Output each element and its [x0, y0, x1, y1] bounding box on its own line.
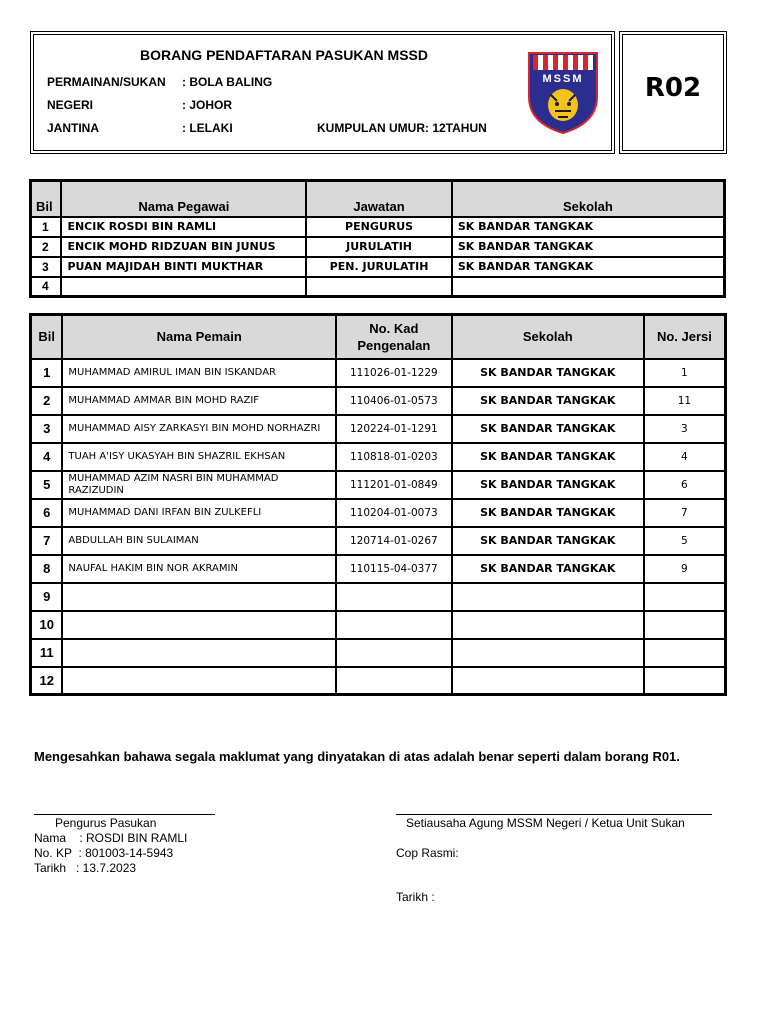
official-bil: 1	[31, 217, 62, 237]
players-header-row	[31, 315, 726, 359]
official-name[interactable]: ENCIK ROSDI BIN RAMLI	[61, 217, 306, 237]
table-row	[31, 611, 726, 639]
manager-date: Tarikh : 13.7.2023	[34, 861, 137, 875]
player-jersey-number[interactable]	[644, 611, 726, 639]
col-header-position: Jawatan	[306, 181, 452, 217]
gender-label: JANTINA	[47, 121, 100, 135]
secretary-date-label: Tarikh :	[396, 890, 435, 904]
player-school[interactable]: SK BANDAR TANGKAK	[452, 527, 644, 555]
player-school[interactable]: SK BANDAR TANGKAK	[452, 471, 644, 499]
official-name[interactable]	[61, 277, 306, 297]
player-jersey-number[interactable]: 7	[644, 499, 726, 527]
confirmation-statement: Mengesahkan bahawa segala maklumat yang dinyatakan di atas adalah benar seperti dalam borang R01.	[34, 749, 680, 764]
mssm-crest-logo	[527, 51, 599, 135]
officials-table	[29, 179, 726, 298]
col-header-ic-line2: Pengenalan	[357, 337, 431, 353]
player-ic-number[interactable]: 120714-01-0267	[336, 527, 452, 555]
player-bil: 5	[31, 471, 63, 499]
player-bil: 3	[31, 415, 63, 443]
sport-label: PERMAINAN/SUKAN	[47, 75, 166, 89]
form-title: BORANG PENDAFTARAN PASUKAN MSSD	[139, 47, 429, 63]
table-row	[31, 415, 726, 443]
player-name[interactable]: TUAH A'ISY UKASYAH BIN SHAZRIL EKHSAN	[62, 443, 336, 471]
col-header-school: Sekolah	[452, 181, 725, 217]
form-code-box	[619, 31, 727, 154]
player-bil: 6	[31, 499, 63, 527]
secretary-signature-line[interactable]	[396, 814, 712, 815]
table-row	[31, 277, 725, 297]
official-bil: 4	[31, 277, 62, 297]
player-school[interactable]: SK BANDAR TANGKAK	[452, 499, 644, 527]
player-ic-number[interactable]: 111026-01-1229	[336, 359, 452, 387]
player-school[interactable]	[452, 583, 644, 611]
player-ic-number[interactable]: 110115-04-0377	[336, 555, 452, 583]
player-school[interactable]	[452, 667, 644, 695]
players-table	[29, 313, 727, 696]
player-ic-number[interactable]: 111201-01-0849	[336, 471, 452, 499]
players-body	[31, 359, 726, 695]
official-bil: 3	[31, 257, 62, 277]
official-school[interactable]: SK BANDAR TANGKAK	[452, 217, 725, 237]
player-name[interactable]: ABDULLAH BIN SULAIMAN	[62, 527, 336, 555]
table-row	[31, 257, 725, 277]
player-jersey-number[interactable]: 6	[644, 471, 726, 499]
player-name[interactable]: MUHAMMAD AMMAR BIN MOHD RAZIF	[62, 387, 336, 415]
manager-name: Nama : ROSDI BIN RAMLI	[34, 831, 188, 845]
player-jersey-number[interactable]: 9	[644, 555, 726, 583]
col-header-jersey: No. Jersi	[644, 315, 726, 359]
col-header-ic-number	[336, 315, 452, 359]
form-header	[30, 31, 615, 154]
official-bil: 2	[31, 237, 62, 257]
svg-text:MSSM: MSSM	[542, 73, 584, 85]
player-bil: 1	[31, 359, 63, 387]
player-jersey-number[interactable]: 3	[644, 415, 726, 443]
table-row	[31, 527, 726, 555]
state-label: NEGERI	[47, 98, 94, 112]
state-value: : JOHOR	[182, 98, 233, 112]
player-jersey-number[interactable]	[644, 639, 726, 667]
player-bil: 10	[31, 611, 63, 639]
official-position[interactable]	[306, 277, 452, 297]
player-jersey-number[interactable]: 5	[644, 527, 726, 555]
player-name[interactable]: MUHAMMAD AISY ZARKASYI BIN MOHD NORHAZRI	[62, 415, 336, 443]
player-jersey-number[interactable]: 11	[644, 387, 726, 415]
secretary-role: Setiausaha Agung MSSM Negeri / Ketua Unit Sukan	[406, 816, 685, 830]
official-position[interactable]: PENGURUS	[306, 217, 452, 237]
player-bil: 8	[31, 555, 63, 583]
player-name[interactable]	[62, 583, 336, 611]
player-ic-number[interactable]: 110818-01-0203	[336, 443, 452, 471]
player-jersey-number[interactable]	[644, 667, 726, 695]
official-position[interactable]: JURULATIH	[306, 237, 452, 257]
col-header-player-name: Nama Pemain	[62, 315, 336, 359]
officials-header-row	[31, 181, 725, 217]
player-school[interactable]	[452, 611, 644, 639]
col-header-bil: Bil	[31, 315, 63, 359]
player-name[interactable]: MUHAMMAD AMIRUL IMAN BIN ISKANDAR	[62, 359, 336, 387]
player-ic-number[interactable]	[336, 583, 452, 611]
player-name[interactable]	[62, 667, 336, 695]
official-position[interactable]: PEN. JURULATIH	[306, 257, 452, 277]
player-ic-number[interactable]: 110204-01-0073	[336, 499, 452, 527]
official-stamp-label: Cop Rasmi:	[396, 846, 459, 860]
player-school[interactable]: SK BANDAR TANGKAK	[452, 359, 644, 387]
player-school[interactable]: SK BANDAR TANGKAK	[452, 443, 644, 471]
player-name[interactable]: NAUFAL HAKIM BIN NOR AKRAMIN	[62, 555, 336, 583]
table-row	[31, 583, 726, 611]
player-bil: 7	[31, 527, 63, 555]
player-jersey-number[interactable]: 4	[644, 443, 726, 471]
manager-signature-line[interactable]	[34, 814, 215, 815]
player-ic-number[interactable]	[336, 611, 452, 639]
sport-value: : BOLA BALING	[182, 75, 273, 89]
player-school[interactable]: SK BANDAR TANGKAK	[452, 555, 644, 583]
table-row	[31, 555, 726, 583]
table-row	[31, 639, 726, 667]
player-name[interactable]	[62, 611, 336, 639]
col-header-ic-line1: No. Kad	[369, 320, 419, 336]
col-header-bil: Bil	[31, 181, 62, 217]
player-name[interactable]	[62, 639, 336, 667]
table-row	[31, 499, 726, 527]
player-bil: 11	[31, 639, 63, 667]
manager-ic: No. KP : 801003-14-5943	[34, 846, 174, 860]
player-ic-number[interactable]	[336, 667, 452, 695]
player-ic-number[interactable]: 120224-01-1291	[336, 415, 452, 443]
official-school[interactable]	[452, 277, 725, 297]
player-bil: 9	[31, 583, 63, 611]
player-ic-number[interactable]: 110406-01-0573	[336, 387, 452, 415]
table-row	[31, 387, 726, 415]
official-school[interactable]: SK BANDAR TANGKAK	[452, 257, 725, 277]
player-name[interactable]: MUHAMMAD AZIM NASRI BIN MUHAMMAD RAZIZUDIN	[62, 471, 336, 499]
table-row	[31, 237, 725, 257]
player-jersey-number[interactable]	[644, 583, 726, 611]
player-bil: 2	[31, 387, 63, 415]
player-ic-number[interactable]	[336, 639, 452, 667]
player-name[interactable]: MUHAMMAD DANI IRFAN BIN ZULKEFLI	[62, 499, 336, 527]
table-row	[31, 217, 725, 237]
col-header-school: Sekolah	[452, 315, 644, 359]
manager-role: Pengurus Pasukan	[55, 816, 157, 830]
player-bil: 12	[31, 667, 63, 695]
player-school[interactable]: SK BANDAR TANGKAK	[452, 415, 644, 443]
col-header-official-name: Nama Pegawai	[61, 181, 306, 217]
table-row	[31, 667, 726, 695]
form-code: R02	[644, 73, 702, 103]
table-row	[31, 359, 726, 387]
official-name[interactable]: ENCIK MOHD RIDZUAN BIN JUNUS	[61, 237, 306, 257]
age-group: KUMPULAN UMUR: 12TAHUN	[317, 121, 487, 135]
official-school[interactable]: SK BANDAR TANGKAK	[452, 237, 725, 257]
player-bil: 4	[31, 443, 63, 471]
official-name[interactable]: PUAN MAJIDAH BINTI MUKTHAR	[61, 257, 306, 277]
player-jersey-number[interactable]: 1	[644, 359, 726, 387]
gender-value: : LELAKI	[182, 121, 233, 135]
player-school[interactable]: SK BANDAR TANGKAK	[452, 387, 644, 415]
table-row	[31, 471, 726, 499]
player-school[interactable]	[452, 639, 644, 667]
table-row	[31, 443, 726, 471]
